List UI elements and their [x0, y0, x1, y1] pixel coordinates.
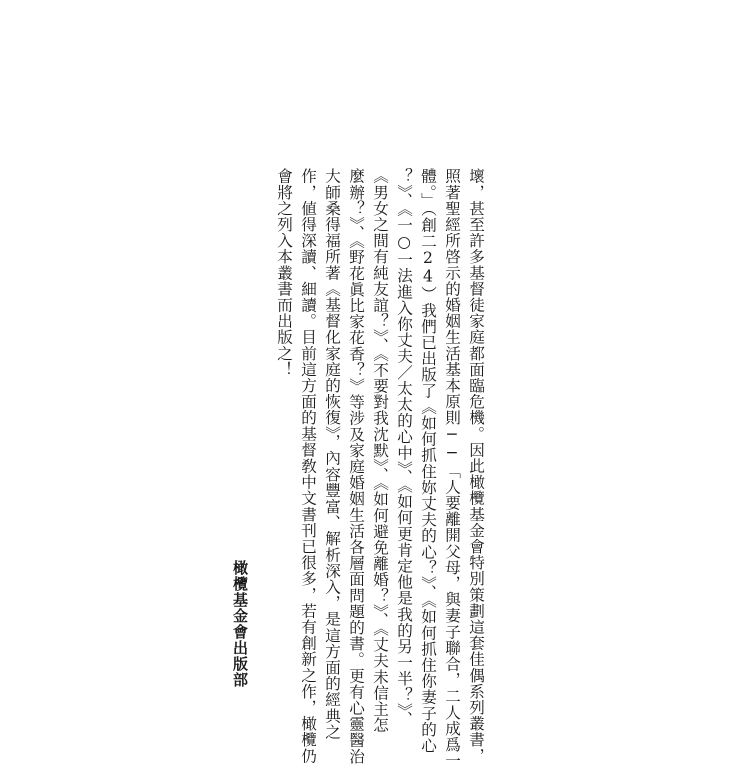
text-column-6: 麼辦？》、《野花眞比家花香？》等涉及家庭婚姻生活各層面問題的書。更有心靈醫治: [347, 168, 365, 765]
text-column-9: 會將之列入本叢書而出版之！: [275, 168, 293, 378]
text-column-8: 作，値得深讀、細讀。目前這方面的基督敎中文書刊已很多，若有創新之作，橄欖仍: [299, 168, 317, 764]
text-column-5: 《男女之間有純友誼？》、《不要對我沈默》、《如何避免離婚？》、《丈夫未信主怎: [371, 168, 389, 733]
text-column-1: 壞，甚至許多基督徒家庭都面臨危機。因此橄欖基金會特別策劃這套佳偶系列叢書，: [467, 168, 485, 764]
text-column-2: 照著聖經所啓示的婚姻生活基本原則──「人要離開父母，與妻子聯合，二人成爲一: [443, 168, 461, 769]
publisher-signature: 橄欖基金會出版部: [231, 560, 249, 688]
text-column-7: 大師桑得福所著《基督化家庭的恢復》，內容豐富、解析深入，是這方面的經典之: [323, 168, 341, 740]
text-column-4: ？》、《一○一法進入你丈夫／太太的心中》、《如何更肯定他是我的另一半？》、: [395, 168, 413, 728]
text-column-3: 體。」（創二24）我們已出版了《如何抓住妳丈夫的心？》、《如何抓住你妻子的心: [419, 168, 437, 754]
